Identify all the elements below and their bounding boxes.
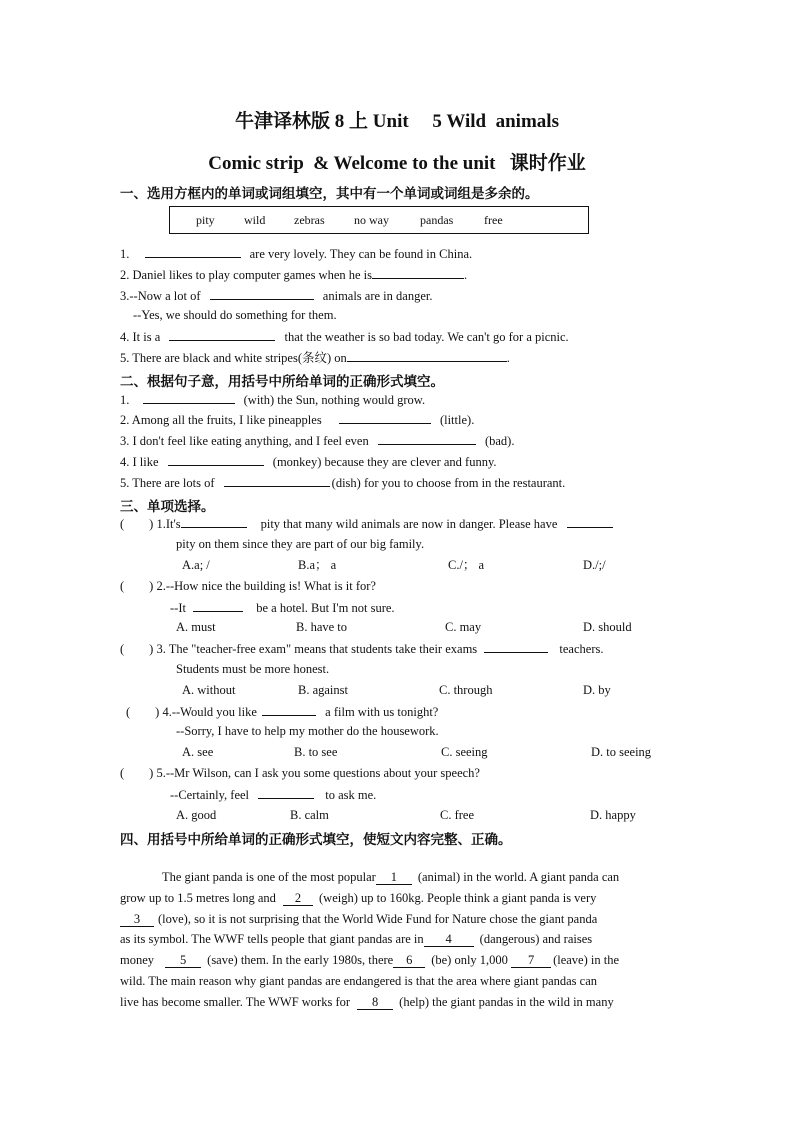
word-box-item: pity bbox=[196, 213, 215, 227]
answer-blank[interactable] bbox=[193, 599, 243, 612]
answer-blank[interactable] bbox=[145, 245, 241, 258]
passage-line: 3 (love), so it is not surprising that the World Wide Fund for Nature chose the giant panda bbox=[120, 911, 597, 927]
answer-blank[interactable] bbox=[181, 515, 247, 528]
s2-question-3: 3. I don't feel like eating anything, and I feel even (bad). bbox=[120, 434, 515, 448]
mc-option[interactable]: A.a; / bbox=[182, 558, 210, 572]
passage-blank-1[interactable]: 1 bbox=[376, 870, 412, 885]
answer-paren[interactable]: ( ) bbox=[126, 705, 160, 719]
answer-blank[interactable] bbox=[168, 453, 264, 466]
mc-option[interactable]: D. to seeing bbox=[591, 745, 652, 759]
passage-blank-7[interactable]: 7 bbox=[511, 953, 551, 968]
passage-blank-3[interactable]: 3 bbox=[120, 912, 154, 927]
s2-question-1: 1. (with) the Sun, nothing would grow. bbox=[120, 393, 426, 407]
worksheet-title: 牛津译林版 8 上 Unit 5 Wild animals bbox=[235, 111, 559, 132]
answer-blank[interactable] bbox=[210, 287, 314, 300]
answer-blank[interactable] bbox=[567, 515, 613, 528]
passage-blank-6[interactable]: 6 bbox=[393, 953, 425, 968]
section-1-heading: 一、选用方框内的单词或词组填空，其中有一个单词或词组是多余的。 bbox=[120, 186, 539, 202]
passage-blank-8[interactable]: 8 bbox=[357, 995, 393, 1010]
word-box-item: zebras bbox=[294, 213, 325, 227]
mc-question-5: ( ) 5.--Mr Wilson, can I ask you some questions about your speech? bbox=[120, 766, 480, 780]
answer-blank[interactable] bbox=[378, 432, 476, 445]
answer-blank[interactable] bbox=[372, 266, 464, 279]
answer-blank[interactable] bbox=[169, 328, 275, 341]
s2-question-5: 5. There are lots of (dish) for you to choose from in the restaurant. bbox=[120, 476, 566, 490]
mc-question-1: ( ) 1.It's pity that many wild animals are now in danger. Please have bbox=[120, 515, 613, 532]
answer-paren[interactable]: ( ) bbox=[120, 579, 154, 593]
mc-question-4-line2: --Sorry, I have to help my mother do the housework. bbox=[176, 724, 439, 738]
mc-option[interactable]: C. through bbox=[439, 683, 493, 697]
mc-question-4: ( ) 4.--Would you like a film with us tonight? bbox=[126, 705, 439, 719]
s1-question-5: 5. There are black and white stripes(条纹) on . bbox=[120, 351, 510, 365]
mc-question-5-line2: --Certainly, feel to ask me. bbox=[170, 788, 377, 802]
answer-blank[interactable] bbox=[339, 411, 431, 424]
mc-option[interactable]: A. good bbox=[176, 808, 217, 822]
word-box-item: wild bbox=[244, 213, 266, 227]
mc-option[interactable]: B. to see bbox=[294, 745, 338, 759]
passage-blank-5[interactable]: 5 bbox=[165, 953, 201, 968]
worksheet-subtitle: Comic strip & Welcome to the unit 课时作业 bbox=[208, 153, 586, 174]
mc-option[interactable]: B. calm bbox=[290, 808, 329, 822]
word-box-item: pandas bbox=[420, 213, 454, 227]
answer-blank[interactable] bbox=[143, 391, 235, 404]
mc-question-3: ( ) 3. The "teacher-free exam" means that students take their exams teachers. bbox=[120, 642, 604, 656]
passage-line: live has become smaller. The WWF works for 8 (help) the giant pandas in the wild in many bbox=[120, 995, 614, 1009]
passage-line: The giant panda is one of the most popular 1 (animal) in the world. A giant panda can bbox=[162, 870, 620, 884]
passage-blank-4[interactable]: 4 bbox=[424, 932, 474, 947]
answer-paren[interactable]: ( ) bbox=[120, 766, 154, 780]
answer-paren[interactable]: ( ) bbox=[120, 517, 154, 531]
s2-question-2: 2. Among all the fruits, I like pineapples (little). bbox=[120, 413, 475, 427]
mc-option[interactable]: A. see bbox=[182, 745, 214, 759]
word-box bbox=[169, 206, 589, 234]
mc-option[interactable]: C./； a bbox=[448, 558, 485, 572]
mc-option[interactable]: B. have to bbox=[296, 620, 348, 634]
section-4-heading: 四、用括号中所给单词的正确形式填空，使短文内容完整、正确。 bbox=[120, 832, 512, 848]
s1-question-1: 1. are very lovely. They can be found in China. bbox=[120, 247, 473, 261]
mc-question-2-line2: --It be a hotel. But I'm not sure. bbox=[170, 601, 395, 615]
mc-option[interactable]: C. may bbox=[445, 620, 482, 634]
mc-option[interactable]: B.a； a bbox=[298, 558, 337, 572]
mc-question-3-line2: Students must be more honest. bbox=[176, 662, 330, 676]
section-3-heading: 三、单项选择。 bbox=[120, 499, 215, 515]
mc-option[interactable]: D./;/ bbox=[583, 558, 606, 572]
s1-question-3-reply: --Yes, we should do something for them. bbox=[133, 308, 337, 322]
mc-option[interactable]: D. should bbox=[583, 620, 632, 634]
mc-option[interactable]: C. seeing bbox=[441, 745, 488, 759]
s1-question-2: 2. Daniel likes to play computer games when he is . bbox=[120, 268, 468, 282]
answer-blank[interactable] bbox=[484, 640, 548, 653]
answer-paren[interactable]: ( ) bbox=[120, 642, 154, 656]
s2-question-4: 4. I like (monkey) because they are clever and funny. bbox=[120, 455, 497, 469]
word-box-item: free bbox=[484, 213, 503, 227]
answer-blank[interactable] bbox=[262, 703, 316, 716]
section-2-heading: 二、根据句子意，用括号中所给单词的正确形式填空。 bbox=[120, 374, 444, 390]
mc-option[interactable]: A. must bbox=[176, 620, 216, 634]
passage-line: as its symbol. The WWF tells people that giant pandas are in 4 (dangerous) and raises bbox=[120, 932, 593, 946]
mc-question-1-line2: pity on them since they are part of our big family. bbox=[176, 537, 425, 551]
mc-option[interactable]: D. happy bbox=[590, 808, 636, 822]
mc-option[interactable]: A. without bbox=[182, 683, 236, 697]
word-box-item: no way bbox=[354, 213, 389, 227]
passage-line: grow up to 1.5 metres long and 2 (weigh) up to 160kg. People think a giant panda is very bbox=[120, 891, 597, 905]
mc-option[interactable]: B. against bbox=[298, 683, 348, 697]
s1-question-3: 3.--Now a lot of animals are in danger. bbox=[120, 289, 433, 303]
answer-blank[interactable] bbox=[224, 474, 330, 487]
answer-blank[interactable] bbox=[258, 786, 314, 799]
s1-question-4: 4. It is a that the weather is so bad today. We can't go for a picnic. bbox=[120, 330, 569, 344]
passage-line: wild. The main reason why giant pandas are endangered is that the area where giant pandas can bbox=[120, 974, 598, 988]
mc-option[interactable]: D. by bbox=[583, 683, 611, 697]
passage-blank-2[interactable]: 2 bbox=[283, 891, 313, 906]
mc-option[interactable]: C. free bbox=[440, 808, 475, 822]
mc-question-2: ( ) 2.--How nice the building is! What is it for? bbox=[120, 579, 376, 593]
passage-line: money 5 (save) them. In the early 1980s, there 6 (be) only 1,000 7 (leave) in the bbox=[120, 953, 619, 967]
answer-blank[interactable] bbox=[347, 349, 507, 362]
